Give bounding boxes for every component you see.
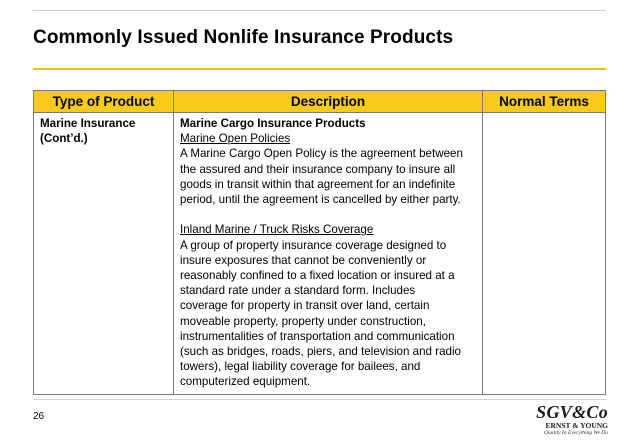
logo-main-text: SGV&Co <box>536 402 608 422</box>
product-cell <box>34 113 174 395</box>
title-divider <box>33 68 606 70</box>
description-line: A group of property insurance coverage designed to <box>180 238 447 252</box>
description-line: coverage for property in transit over land, certain <box>180 299 430 313</box>
normal-terms-cell <box>483 113 606 395</box>
section-title-inland-marine: Inland Marine / Truck Risks Coverage <box>180 223 374 237</box>
description-line: the assured and their insurance company to insure all <box>180 162 456 176</box>
description-line: standard rate under a standard form. Includes <box>180 284 416 298</box>
description-line: A Marine Cargo Open Policy is the agreement between <box>180 147 463 161</box>
paragraph-spacer <box>180 207 479 222</box>
sgv-ernst-young-logo <box>512 402 608 438</box>
table-row <box>34 113 606 395</box>
description-cell <box>174 113 483 395</box>
product-continued: (Cont’d.) <box>40 132 88 146</box>
description-line: (such as bridges, roads, piers, and television and radio <box>180 345 461 359</box>
description-line: towers), legal liability coverage for bailees, and <box>180 360 421 374</box>
product-name: Marine Insurance <box>40 117 136 130</box>
table-header-row <box>34 91 606 113</box>
description-line: goods in transit within that agreement for an indefinite <box>180 177 456 191</box>
description-line: period, until the agreement is cancelled by either party. <box>180 193 461 207</box>
description-line: reasonably confined to a fixed location or insured at a <box>180 269 455 283</box>
slide-title: Commonly Issued Nonlife Insurance Products <box>33 27 454 48</box>
description-line: moveable property, property under construction, <box>180 314 426 328</box>
bottom-divider <box>33 399 606 400</box>
header-type-of-product: Type of Product <box>34 91 174 113</box>
header-description: Description <box>174 91 483 113</box>
logo-tagline: Quality In Everything We Do <box>544 430 608 436</box>
logo-sub-text: ERNST & YOUNG <box>545 421 608 430</box>
products-table <box>33 90 606 395</box>
header-normal-terms: Normal Terms <box>483 91 606 113</box>
description-line: computerized equipment. <box>180 375 311 389</box>
description-line: instrumentalities of transportation and communication <box>180 329 455 343</box>
description-heading: Marine Cargo Insurance Products <box>180 117 366 130</box>
top-divider <box>33 10 606 11</box>
page-number: 26 <box>33 411 45 422</box>
section-title-open-policies: Marine Open Policies <box>180 132 291 146</box>
description-line: insure exposures that cannot be conveniently or <box>180 253 427 267</box>
